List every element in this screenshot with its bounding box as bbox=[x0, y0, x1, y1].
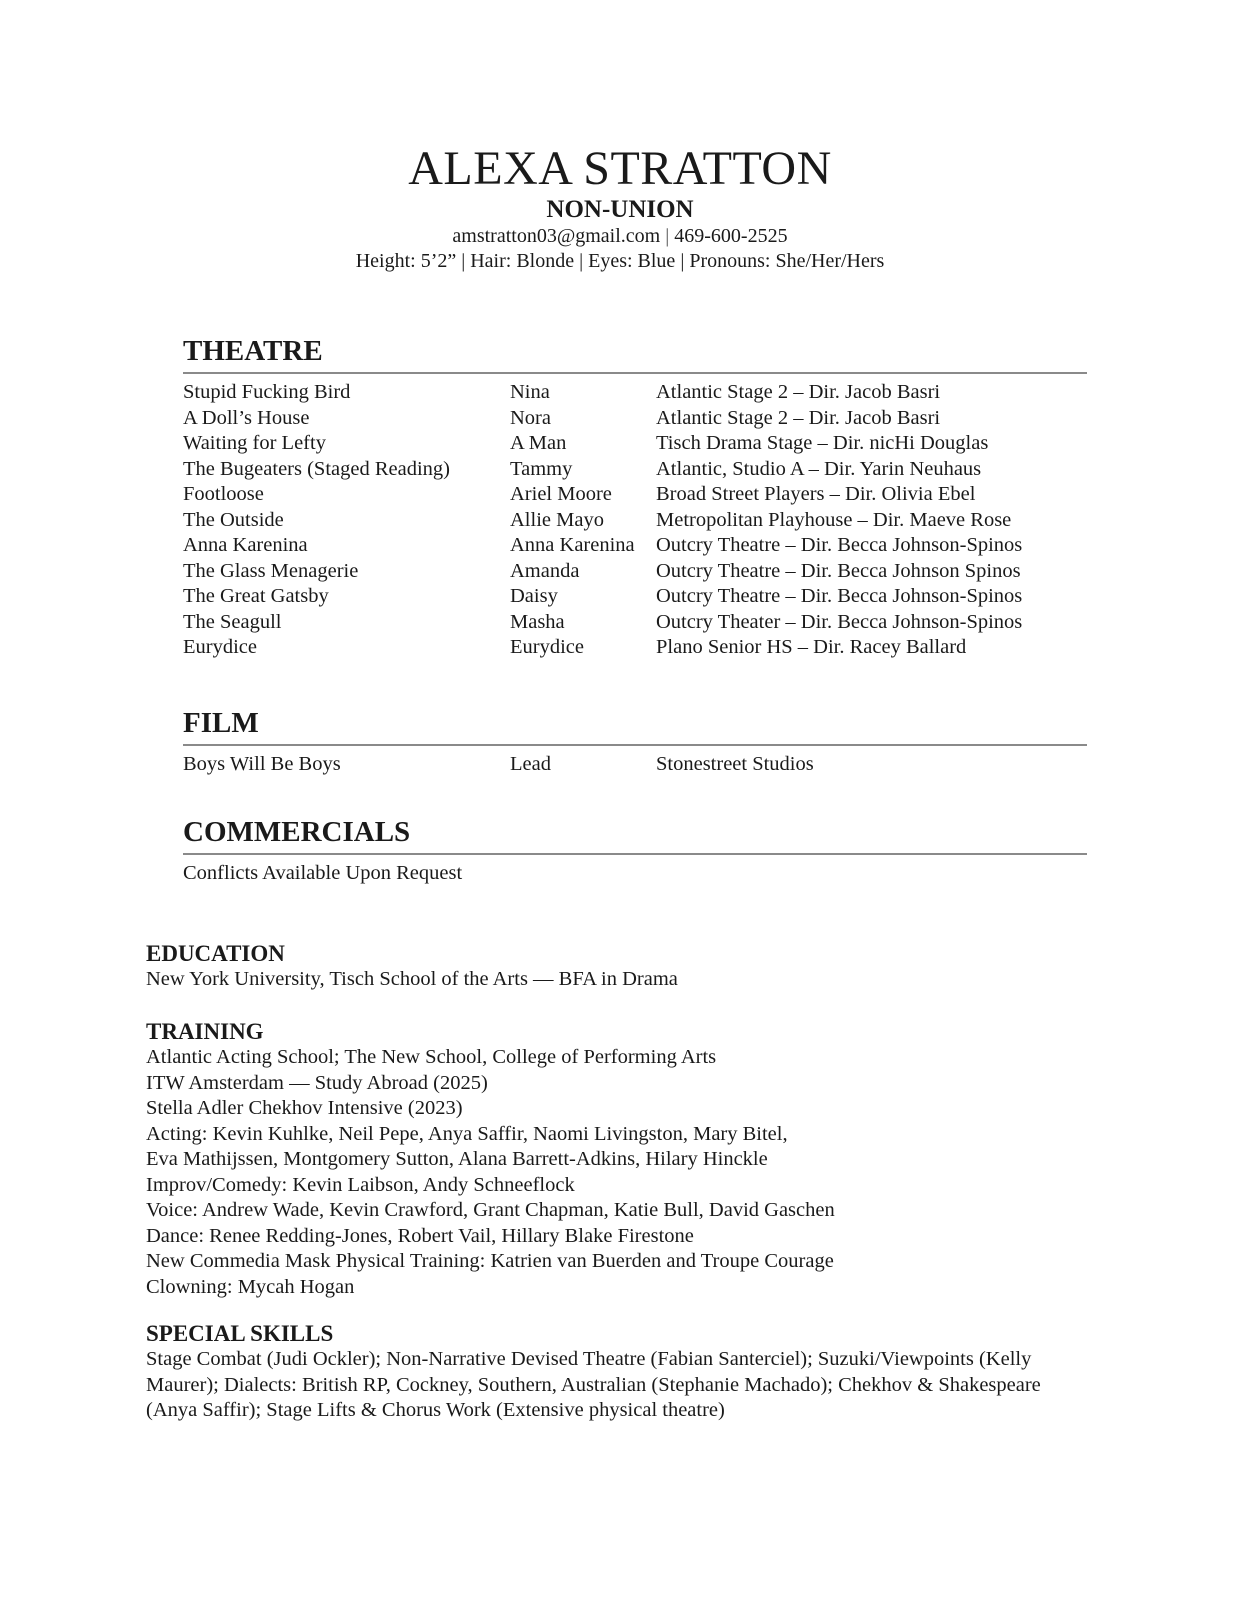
venue-director: Atlantic Stage 2 – Dir. Jacob Basri bbox=[656, 381, 941, 403]
education-title: EDUCATION bbox=[146, 941, 285, 966]
show-title: The Seagull bbox=[183, 610, 282, 633]
credit-row bbox=[183, 431, 1087, 457]
theatre-title: THEATRE bbox=[183, 334, 1087, 374]
theatre-section bbox=[183, 334, 1087, 661]
credit-row bbox=[183, 635, 1087, 661]
education-section bbox=[146, 940, 1086, 993]
credit-row bbox=[183, 482, 1087, 508]
film-section bbox=[183, 706, 1087, 778]
credit-row bbox=[183, 584, 1087, 610]
role: Nora bbox=[510, 406, 551, 429]
email: amstratton03@gmail.com bbox=[452, 225, 661, 247]
training-line: Clowning: Mycah Hogan bbox=[146, 1275, 355, 1298]
venue-director: Atlantic Stage 2 – Dir. Jacob Basri bbox=[656, 406, 941, 429]
phone: 469-600-2525 bbox=[674, 225, 788, 247]
show-title: Eurydice bbox=[183, 636, 257, 658]
special-skills-title: SPECIAL SKILLS bbox=[146, 1321, 334, 1346]
role: Daisy bbox=[510, 585, 558, 607]
film-title-text: Boys Will Be Boys bbox=[183, 753, 341, 775]
role: Lead bbox=[510, 753, 551, 775]
commercials-note: Conflicts Available Upon Request bbox=[183, 862, 463, 884]
venue-director: Metropolitan Playhouse – Dir. Maeve Rose bbox=[656, 508, 1012, 531]
training-line: Improv/Comedy: Kevin Laibson, Andy Schneeflock bbox=[146, 1173, 575, 1196]
credit-row bbox=[183, 752, 1087, 778]
physical-stats: Height: 5’2” | Hair: Blonde | Eyes: Blue | Pronouns: She/Her/Hers bbox=[355, 250, 885, 272]
film-title: FILM bbox=[183, 706, 1087, 746]
resume-header bbox=[0, 142, 1240, 274]
training-line: Atlantic Acting School; The New School, College of Performing Arts bbox=[146, 1046, 717, 1068]
theatre-list bbox=[183, 380, 1087, 661]
show-title: The Bugeaters (Staged Reading) bbox=[183, 457, 450, 480]
credit-row bbox=[183, 559, 1087, 585]
training-line: ITW Amsterdam — Study Abroad (2025) bbox=[146, 1071, 488, 1094]
special-skills-text: Stage Combat (Judi Ockler); Non-Narrative Devised Theatre (Fabian Santerciel); Suzuki/Viewpoints (Kelly Maurer); Dialects: British RP, Cockney, Southern, Australian (Stephanie Machado); Chekhov & Shakespeare (Anya Saffir); Stage Lifts & Chorus Work (Extensive physical theatre) bbox=[146, 1348, 1041, 1421]
credit-row bbox=[183, 457, 1087, 483]
credit-row bbox=[183, 610, 1087, 636]
training-line: Eva Mathijssen, Montgomery Sutton, Alana Barrett-Adkins, Hilary Hinckle bbox=[146, 1148, 768, 1170]
contact-line bbox=[0, 224, 1240, 249]
credit-row bbox=[183, 406, 1087, 432]
show-title: A Doll’s House bbox=[183, 406, 310, 429]
role: Ariel Moore bbox=[510, 483, 612, 505]
special-skills-section bbox=[146, 1320, 1086, 1424]
union-status: NON-UNION bbox=[546, 196, 694, 223]
education-entry: New York University, Tisch School of the Arts — BFA in Drama bbox=[146, 968, 678, 990]
venue-director: Outcry Theater – Dir. Becca Johnson-Spinos bbox=[656, 610, 1023, 633]
role: Nina bbox=[510, 381, 550, 403]
role: Amanda bbox=[510, 559, 580, 582]
studio: Stonestreet Studios bbox=[656, 753, 814, 775]
credit-row bbox=[183, 508, 1087, 534]
venue-director: Outcry Theatre – Dir. Becca Johnson Spinos bbox=[656, 559, 1021, 582]
venue-director: Broad Street Players – Dir. Olivia Ebel bbox=[656, 483, 976, 505]
show-title: Anna Karenina bbox=[183, 534, 308, 556]
actor-name: ALEXA STRATTON bbox=[408, 142, 832, 195]
venue-director: Atlantic, Studio A – Dir. Yarin Neuhaus bbox=[656, 457, 982, 480]
training-line: Voice: Andrew Wade, Kevin Crawford, Grant Chapman, Katie Bull, David Gaschen bbox=[146, 1199, 835, 1221]
role: Masha bbox=[510, 610, 565, 633]
training-title: TRAINING bbox=[146, 1019, 264, 1044]
credit-row bbox=[183, 380, 1087, 406]
show-title: Stupid Fucking Bird bbox=[183, 381, 351, 403]
venue-director: Outcry Theatre – Dir. Becca Johnson-Spinos bbox=[656, 534, 1023, 556]
training-line: New Commedia Mask Physical Training: Katrien van Buerden and Troupe Courage bbox=[146, 1250, 834, 1272]
venue-director: Tisch Drama Stage – Dir. nicHi Douglas bbox=[656, 432, 989, 454]
training-line: Dance: Renee Redding-Jones, Robert Vail, Hillary Blake Firestone bbox=[146, 1224, 694, 1247]
venue-director: Outcry Theatre – Dir. Becca Johnson-Spinos bbox=[656, 585, 1023, 607]
contact-separator: | bbox=[665, 225, 670, 247]
credit-row bbox=[183, 533, 1087, 559]
role: A Man bbox=[510, 432, 567, 454]
show-title: The Outside bbox=[183, 508, 284, 531]
commercials-title: COMMERCIALS bbox=[183, 815, 1087, 855]
role: Allie Mayo bbox=[510, 508, 604, 531]
show-title: Footloose bbox=[183, 483, 264, 505]
show-title: The Great Gatsby bbox=[183, 585, 329, 607]
role: Eurydice bbox=[510, 636, 584, 658]
show-title: Waiting for Lefty bbox=[183, 432, 326, 454]
commercials-section bbox=[183, 815, 1087, 887]
training-line: Acting: Kevin Kuhlke, Neil Pepe, Anya Saffir, Naomi Livingston, Mary Bitel, bbox=[146, 1122, 788, 1145]
role: Anna Karenina bbox=[510, 534, 635, 556]
role: Tammy bbox=[510, 457, 573, 480]
show-title: The Glass Menagerie bbox=[183, 559, 359, 582]
training-line: Stella Adler Chekhov Intensive (2023) bbox=[146, 1097, 463, 1119]
venue-director: Plano Senior HS – Dir. Racey Ballard bbox=[656, 636, 967, 658]
training-section bbox=[146, 1018, 1086, 1300]
